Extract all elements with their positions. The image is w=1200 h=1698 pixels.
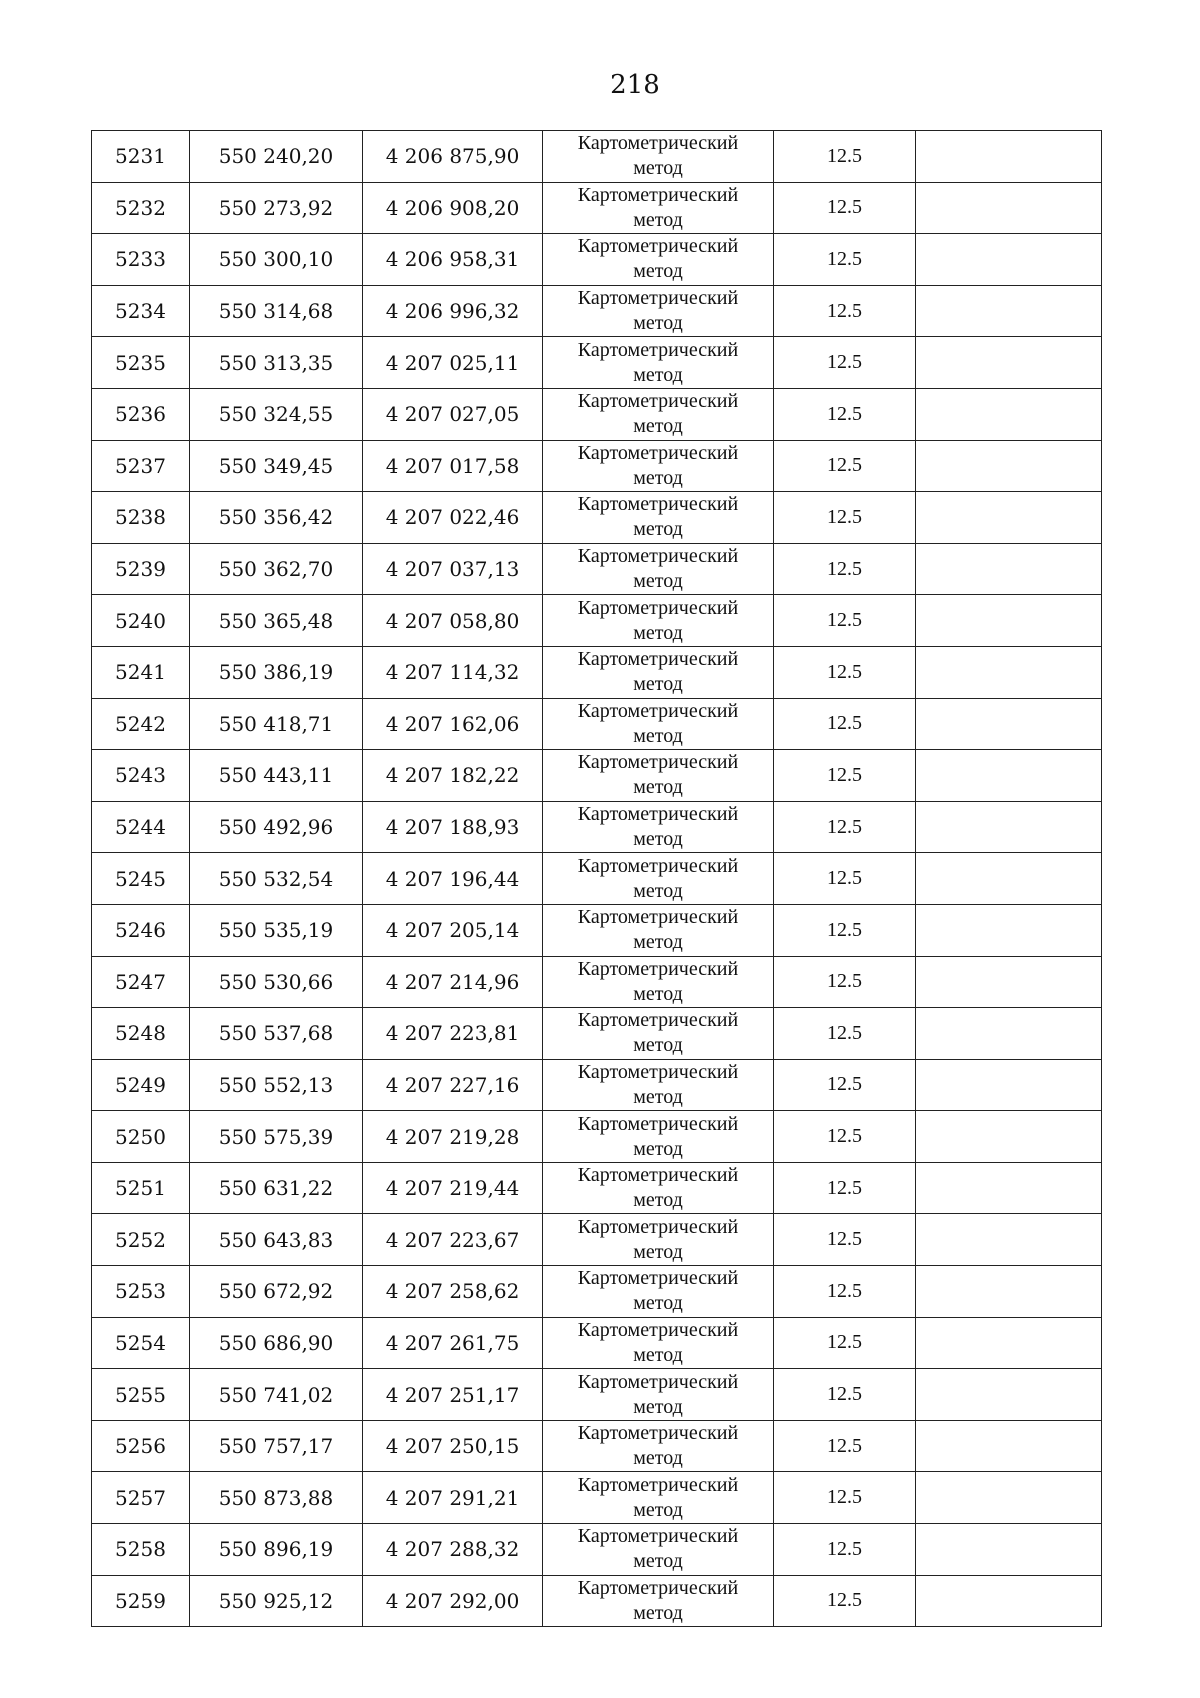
- table-row: [92, 1524, 1102, 1576]
- x-coordinate-cell: 550 530,66: [190, 956, 363, 1008]
- point-number-cell: 5251: [92, 1162, 190, 1214]
- method-line-2: метод: [633, 518, 683, 541]
- precision-cell: 12.5: [774, 1059, 916, 1111]
- method-line-2: метод: [633, 570, 683, 593]
- x-coordinate-cell: 550 443,11: [190, 750, 363, 802]
- table-row: [92, 1059, 1102, 1111]
- precision-cell: 12.5: [774, 234, 916, 286]
- method-line-2: метод: [633, 157, 683, 180]
- y-coordinate-cell: 4 207 196,44: [363, 853, 543, 905]
- method-line-1: Картометрический: [577, 235, 739, 258]
- x-coordinate-cell: 550 418,71: [190, 698, 363, 750]
- method-cell: [543, 1111, 774, 1163]
- table-row: [92, 543, 1102, 595]
- note-cell: [916, 1111, 1102, 1163]
- method-cell: [543, 1369, 774, 1421]
- method-line-2: метод: [633, 1447, 683, 1470]
- y-coordinate-cell: 4 207 114,32: [363, 646, 543, 698]
- point-number-cell: 5256: [92, 1420, 190, 1472]
- x-coordinate-cell: 550 672,92: [190, 1266, 363, 1318]
- precision-cell: 12.5: [774, 1162, 916, 1214]
- method-line-1: Картометрический: [577, 1112, 739, 1135]
- y-coordinate-cell: 4 206 875,90: [363, 131, 543, 183]
- method-line-2: метод: [633, 312, 683, 335]
- y-coordinate-cell: 4 207 292,00: [363, 1575, 543, 1627]
- y-coordinate-cell: 4 207 058,80: [363, 595, 543, 647]
- precision-cell: 12.5: [774, 698, 916, 750]
- x-coordinate-cell: 550 757,17: [190, 1420, 363, 1472]
- precision-cell: 12.5: [774, 750, 916, 802]
- method-line-2: метод: [633, 1395, 683, 1418]
- table-row: [92, 1111, 1102, 1163]
- y-coordinate-cell: 4 207 250,15: [363, 1420, 543, 1472]
- precision-cell: 12.5: [774, 131, 916, 183]
- y-coordinate-cell: 4 207 223,67: [363, 1214, 543, 1266]
- method-cell: [543, 492, 774, 544]
- table-row: [92, 595, 1102, 647]
- point-number-cell: 5239: [92, 543, 190, 595]
- method-line-1: Картометрический: [577, 1473, 739, 1496]
- method-cell: [543, 750, 774, 802]
- method-line-1: Картометрический: [577, 1370, 739, 1393]
- point-number-cell: 5250: [92, 1111, 190, 1163]
- x-coordinate-cell: 550 631,22: [190, 1162, 363, 1214]
- note-cell: [916, 750, 1102, 802]
- note-cell: [916, 595, 1102, 647]
- table-row: [92, 1369, 1102, 1421]
- method-line-1: Картометрический: [577, 1525, 739, 1548]
- x-coordinate-cell: 550 575,39: [190, 1111, 363, 1163]
- y-coordinate-cell: 4 207 291,21: [363, 1472, 543, 1524]
- method-cell: [543, 595, 774, 647]
- table-row: [92, 698, 1102, 750]
- y-coordinate-cell: 4 207 182,22: [363, 750, 543, 802]
- note-cell: [916, 234, 1102, 286]
- note-cell: [916, 801, 1102, 853]
- table-row: [92, 750, 1102, 802]
- method-line-1: Картометрический: [577, 957, 739, 980]
- point-number-cell: 5259: [92, 1575, 190, 1627]
- point-number-cell: 5254: [92, 1317, 190, 1369]
- precision-cell: 12.5: [774, 646, 916, 698]
- method-cell: [543, 543, 774, 595]
- precision-cell: 12.5: [774, 1575, 916, 1627]
- method-cell: [543, 1420, 774, 1472]
- method-cell: [543, 646, 774, 698]
- method-cell: [543, 1575, 774, 1627]
- point-number-cell: 5252: [92, 1214, 190, 1266]
- point-number-cell: 5246: [92, 904, 190, 956]
- method-cell: [543, 698, 774, 750]
- y-coordinate-cell: 4 206 996,32: [363, 285, 543, 337]
- precision-cell: 12.5: [774, 1317, 916, 1369]
- table-row: [92, 182, 1102, 234]
- point-number-cell: 5258: [92, 1524, 190, 1576]
- method-line-2: метод: [633, 776, 683, 799]
- method-line-1: Картометрический: [577, 545, 739, 568]
- method-line-2: метод: [633, 621, 683, 644]
- y-coordinate-cell: 4 207 261,75: [363, 1317, 543, 1369]
- method-line-2: метод: [633, 1343, 683, 1366]
- point-number-cell: 5231: [92, 131, 190, 183]
- table-row: [92, 1317, 1102, 1369]
- precision-cell: 12.5: [774, 285, 916, 337]
- method-line-1: Картометрический: [577, 1009, 739, 1032]
- note-cell: [916, 182, 1102, 234]
- point-number-cell: 5248: [92, 1008, 190, 1060]
- table-row: [92, 904, 1102, 956]
- note-cell: [916, 1369, 1102, 1421]
- precision-cell: 12.5: [774, 904, 916, 956]
- method-line-2: метод: [633, 466, 683, 489]
- y-coordinate-cell: 4 207 205,14: [363, 904, 543, 956]
- table-row: [92, 801, 1102, 853]
- note-cell: [916, 698, 1102, 750]
- x-coordinate-cell: 550 356,42: [190, 492, 363, 544]
- method-line-2: метод: [633, 1085, 683, 1108]
- method-line-2: метод: [633, 415, 683, 438]
- precision-cell: 12.5: [774, 492, 916, 544]
- y-coordinate-cell: 4 207 251,17: [363, 1369, 543, 1421]
- method-line-2: метод: [633, 1550, 683, 1573]
- point-number-cell: 5255: [92, 1369, 190, 1421]
- x-coordinate-cell: 550 349,45: [190, 440, 363, 492]
- y-coordinate-cell: 4 207 214,96: [363, 956, 543, 1008]
- note-cell: [916, 1008, 1102, 1060]
- precision-cell: 12.5: [774, 1266, 916, 1318]
- method-line-2: метод: [633, 1137, 683, 1160]
- method-cell: [543, 337, 774, 389]
- note-cell: [916, 853, 1102, 905]
- y-coordinate-cell: 4 207 188,93: [363, 801, 543, 853]
- precision-cell: 12.5: [774, 1008, 916, 1060]
- y-coordinate-cell: 4 207 219,44: [363, 1162, 543, 1214]
- precision-cell: 12.5: [774, 1524, 916, 1576]
- note-cell: [916, 1317, 1102, 1369]
- method-cell: [543, 1059, 774, 1111]
- method-line-1: Картометрический: [577, 1422, 739, 1445]
- x-coordinate-cell: 550 535,19: [190, 904, 363, 956]
- table-row: [92, 1575, 1102, 1627]
- x-coordinate-cell: 550 741,02: [190, 1369, 363, 1421]
- x-coordinate-cell: 550 643,83: [190, 1214, 363, 1266]
- precision-cell: 12.5: [774, 1214, 916, 1266]
- table-row: [92, 1214, 1102, 1266]
- x-coordinate-cell: 550 552,13: [190, 1059, 363, 1111]
- note-cell: [916, 1575, 1102, 1627]
- x-coordinate-cell: 550 537,68: [190, 1008, 363, 1060]
- table-row: [92, 388, 1102, 440]
- table-row: [92, 131, 1102, 183]
- y-coordinate-cell: 4 207 258,62: [363, 1266, 543, 1318]
- y-coordinate-cell: 4 207 288,32: [363, 1524, 543, 1576]
- method-line-2: метод: [633, 931, 683, 954]
- precision-cell: 12.5: [774, 853, 916, 905]
- note-cell: [916, 646, 1102, 698]
- table-row: [92, 956, 1102, 1008]
- method-line-1: Картометрический: [577, 648, 739, 671]
- point-number-cell: 5235: [92, 337, 190, 389]
- method-line-1: Картометрический: [577, 1164, 739, 1187]
- method-line-1: Картометрический: [577, 1267, 739, 1290]
- note-cell: [916, 337, 1102, 389]
- note-cell: [916, 1162, 1102, 1214]
- method-cell: [543, 904, 774, 956]
- x-coordinate-cell: 550 313,35: [190, 337, 363, 389]
- point-number-cell: 5240: [92, 595, 190, 647]
- x-coordinate-cell: 550 314,68: [190, 285, 363, 337]
- note-cell: [916, 904, 1102, 956]
- note-cell: [916, 492, 1102, 544]
- method-line-1: Картометрический: [577, 338, 739, 361]
- x-coordinate-cell: 550 300,10: [190, 234, 363, 286]
- method-cell: [543, 956, 774, 1008]
- table-row: [92, 492, 1102, 544]
- method-line-2: метод: [633, 1189, 683, 1212]
- method-cell: [543, 853, 774, 905]
- point-number-cell: 5234: [92, 285, 190, 337]
- table-row: [92, 853, 1102, 905]
- table-row: [92, 440, 1102, 492]
- x-coordinate-cell: 550 925,12: [190, 1575, 363, 1627]
- point-number-cell: 5245: [92, 853, 190, 905]
- table-row: [92, 1420, 1102, 1472]
- method-line-1: Картометрический: [577, 1215, 739, 1238]
- method-line-2: метод: [633, 724, 683, 747]
- x-coordinate-cell: 550 324,55: [190, 388, 363, 440]
- point-number-cell: 5257: [92, 1472, 190, 1524]
- precision-cell: 12.5: [774, 595, 916, 647]
- note-cell: [916, 543, 1102, 595]
- x-coordinate-cell: 550 273,92: [190, 182, 363, 234]
- y-coordinate-cell: 4 207 025,11: [363, 337, 543, 389]
- y-coordinate-cell: 4 207 037,13: [363, 543, 543, 595]
- y-coordinate-cell: 4 206 958,31: [363, 234, 543, 286]
- note-cell: [916, 285, 1102, 337]
- method-line-1: Картометрический: [577, 1060, 739, 1083]
- y-coordinate-cell: 4 207 022,46: [363, 492, 543, 544]
- table-row: [92, 1008, 1102, 1060]
- point-number-cell: 5247: [92, 956, 190, 1008]
- method-line-1: Картометрический: [577, 803, 739, 826]
- method-line-1: Картометрический: [577, 1576, 739, 1599]
- point-number-cell: 5241: [92, 646, 190, 698]
- precision-cell: 12.5: [774, 1111, 916, 1163]
- y-coordinate-cell: 4 207 027,05: [363, 388, 543, 440]
- method-line-2: метод: [633, 1292, 683, 1315]
- method-line-2: метод: [633, 1240, 683, 1263]
- method-line-2: метод: [633, 363, 683, 386]
- method-line-2: метод: [633, 982, 683, 1005]
- table-row: [92, 1162, 1102, 1214]
- table-row: [92, 285, 1102, 337]
- method-line-1: Картометрический: [577, 699, 739, 722]
- precision-cell: 12.5: [774, 543, 916, 595]
- method-line-1: Картометрический: [577, 441, 739, 464]
- x-coordinate-cell: 550 896,19: [190, 1524, 363, 1576]
- method-line-1: Картометрический: [577, 1318, 739, 1341]
- table-row: [92, 234, 1102, 286]
- method-line-2: метод: [633, 1601, 683, 1624]
- method-line-1: Картометрический: [577, 854, 739, 877]
- method-cell: [543, 1214, 774, 1266]
- point-number-cell: 5242: [92, 698, 190, 750]
- point-number-cell: 5232: [92, 182, 190, 234]
- method-line-1: Картометрический: [577, 287, 739, 310]
- method-line-1: Картометрический: [577, 183, 739, 206]
- method-line-1: Картометрический: [577, 493, 739, 516]
- method-line-2: метод: [633, 1034, 683, 1057]
- precision-cell: 12.5: [774, 182, 916, 234]
- x-coordinate-cell: 550 365,48: [190, 595, 363, 647]
- note-cell: [916, 131, 1102, 183]
- precision-cell: 12.5: [774, 337, 916, 389]
- page-number: 218: [610, 70, 660, 100]
- point-number-cell: 5243: [92, 750, 190, 802]
- x-coordinate-cell: 550 686,90: [190, 1317, 363, 1369]
- x-coordinate-cell: 550 362,70: [190, 543, 363, 595]
- method-cell: [543, 182, 774, 234]
- x-coordinate-cell: 550 386,19: [190, 646, 363, 698]
- method-line-1: Картометрический: [577, 390, 739, 413]
- method-line-1: Картометрический: [577, 906, 739, 929]
- note-cell: [916, 1266, 1102, 1318]
- x-coordinate-cell: 550 240,20: [190, 131, 363, 183]
- note-cell: [916, 440, 1102, 492]
- y-coordinate-cell: 4 206 908,20: [363, 182, 543, 234]
- method-cell: [543, 1524, 774, 1576]
- precision-cell: 12.5: [774, 1369, 916, 1421]
- x-coordinate-cell: 550 873,88: [190, 1472, 363, 1524]
- table-row: [92, 337, 1102, 389]
- method-line-2: метод: [633, 208, 683, 231]
- point-number-cell: 5237: [92, 440, 190, 492]
- method-line-2: метод: [633, 879, 683, 902]
- method-cell: [543, 1317, 774, 1369]
- note-cell: [916, 1472, 1102, 1524]
- method-line-1: Картометрический: [577, 132, 739, 155]
- method-line-2: метод: [633, 673, 683, 696]
- precision-cell: 12.5: [774, 388, 916, 440]
- coordinates-table: [91, 130, 1102, 1627]
- precision-cell: 12.5: [774, 1420, 916, 1472]
- method-cell: [543, 285, 774, 337]
- y-coordinate-cell: 4 207 223,81: [363, 1008, 543, 1060]
- method-cell: [543, 234, 774, 286]
- note-cell: [916, 388, 1102, 440]
- note-cell: [916, 1059, 1102, 1111]
- method-line-2: метод: [633, 828, 683, 851]
- note-cell: [916, 1214, 1102, 1266]
- method-cell: [543, 131, 774, 183]
- method-cell: [543, 1266, 774, 1318]
- precision-cell: 12.5: [774, 1472, 916, 1524]
- y-coordinate-cell: 4 207 017,58: [363, 440, 543, 492]
- note-cell: [916, 956, 1102, 1008]
- point-number-cell: 5249: [92, 1059, 190, 1111]
- method-cell: [543, 1162, 774, 1214]
- y-coordinate-cell: 4 207 162,06: [363, 698, 543, 750]
- table-row: [92, 1472, 1102, 1524]
- precision-cell: 12.5: [774, 956, 916, 1008]
- table-row: [92, 1266, 1102, 1318]
- method-cell: [543, 388, 774, 440]
- point-number-cell: 5233: [92, 234, 190, 286]
- method-cell: [543, 1008, 774, 1060]
- table-row: [92, 646, 1102, 698]
- precision-cell: 12.5: [774, 440, 916, 492]
- point-number-cell: 5244: [92, 801, 190, 853]
- y-coordinate-cell: 4 207 219,28: [363, 1111, 543, 1163]
- method-cell: [543, 440, 774, 492]
- method-cell: [543, 801, 774, 853]
- method-cell: [543, 1472, 774, 1524]
- x-coordinate-cell: 550 492,96: [190, 801, 363, 853]
- method-line-1: Картометрический: [577, 751, 739, 774]
- point-number-cell: 5238: [92, 492, 190, 544]
- note-cell: [916, 1524, 1102, 1576]
- method-line-2: метод: [633, 260, 683, 283]
- method-line-2: метод: [633, 1498, 683, 1521]
- precision-cell: 12.5: [774, 801, 916, 853]
- y-coordinate-cell: 4 207 227,16: [363, 1059, 543, 1111]
- point-number-cell: 5253: [92, 1266, 190, 1318]
- note-cell: [916, 1420, 1102, 1472]
- point-number-cell: 5236: [92, 388, 190, 440]
- x-coordinate-cell: 550 532,54: [190, 853, 363, 905]
- coordinates-table-body: [92, 131, 1102, 1627]
- method-line-1: Картометрический: [577, 596, 739, 619]
